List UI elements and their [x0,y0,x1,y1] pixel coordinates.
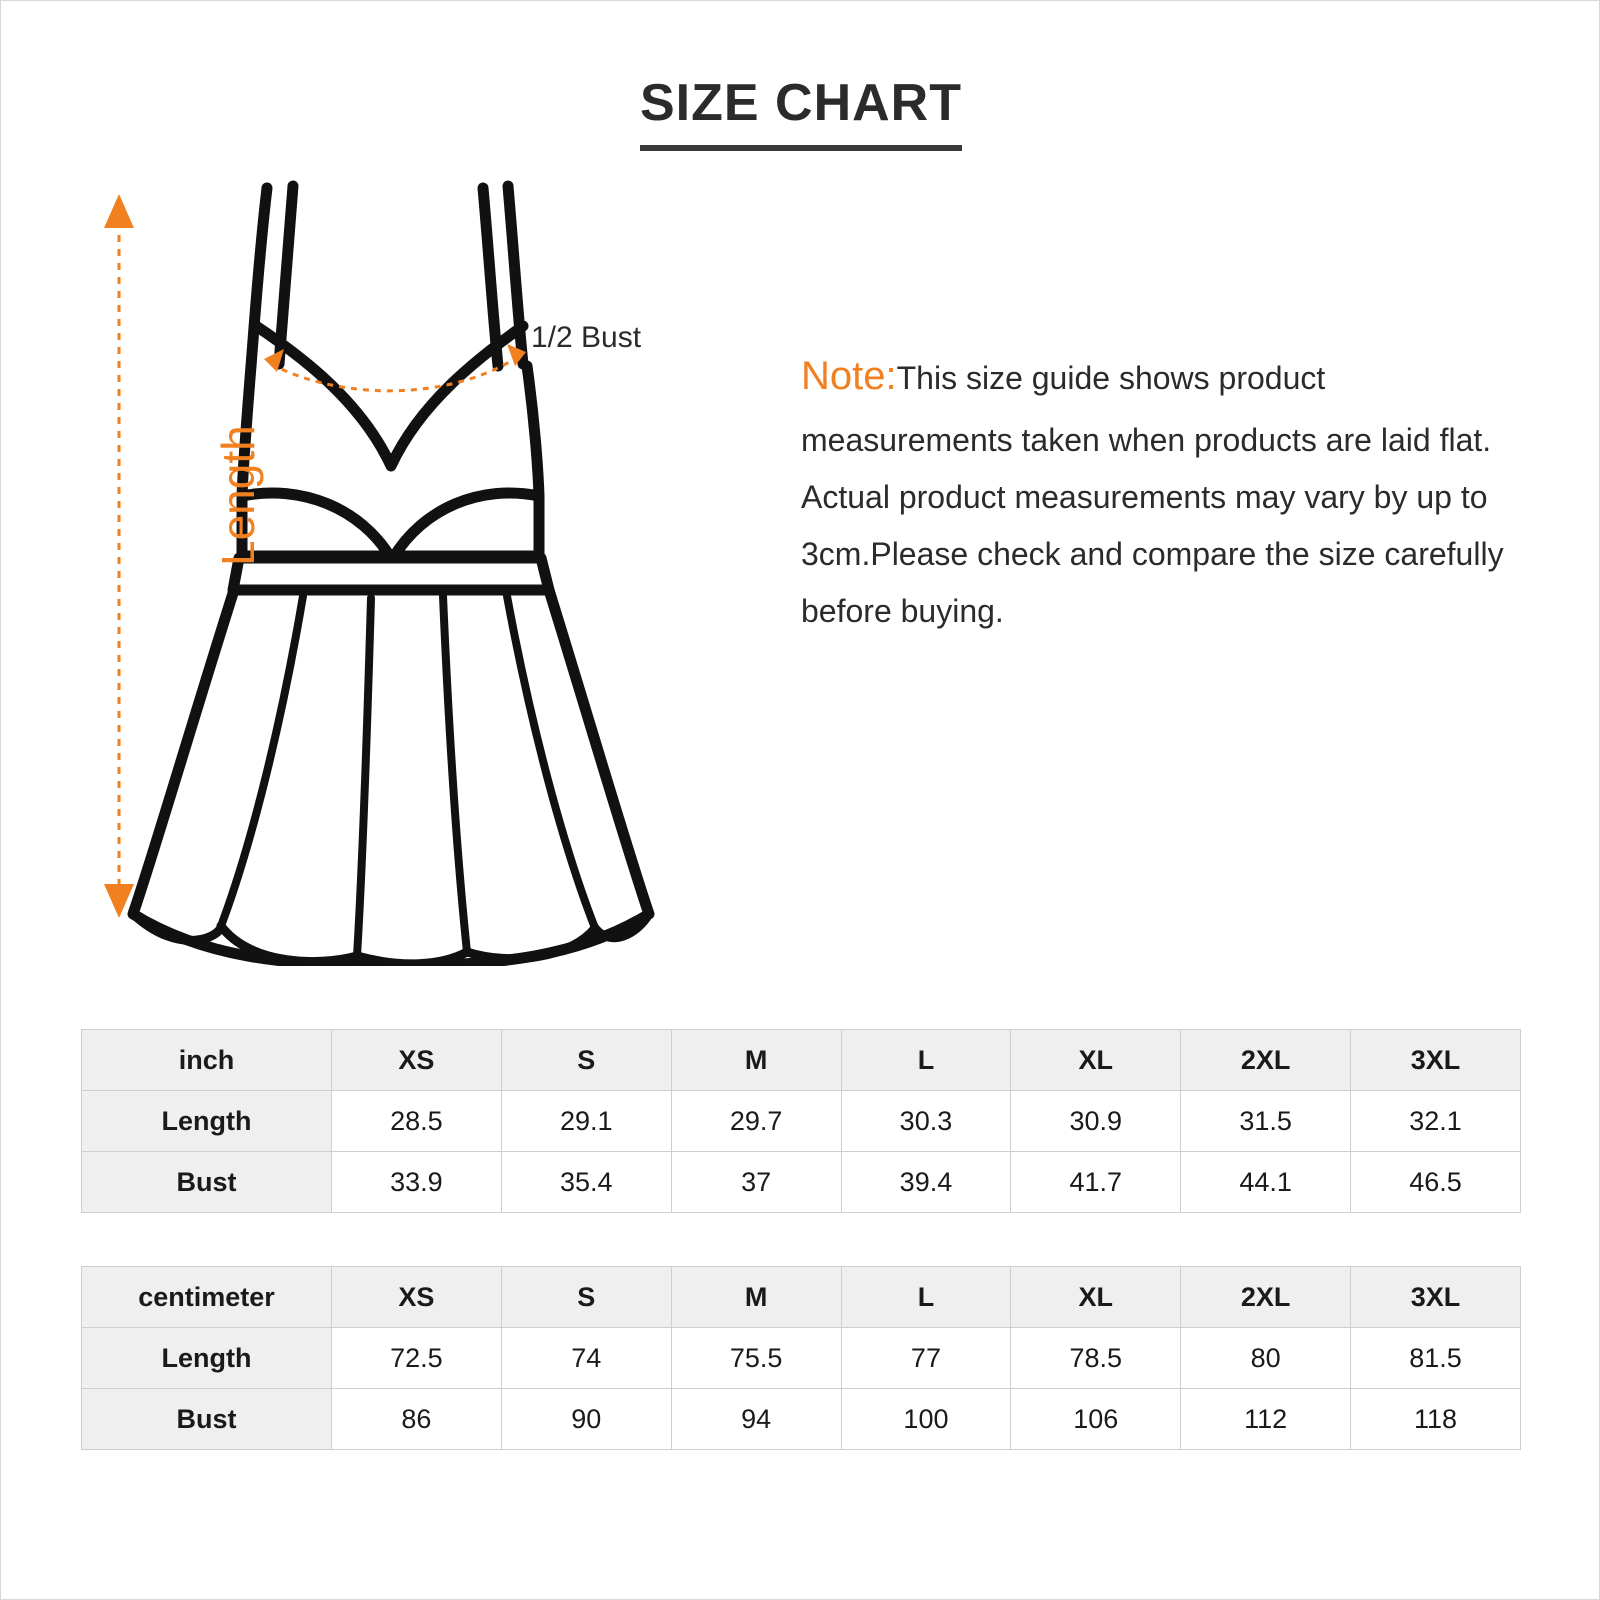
table-col-xl: XL [1011,1030,1181,1091]
cell-length-3xl: 81.5 [1351,1328,1521,1389]
cell-bust-m: 94 [671,1389,841,1450]
table-col-s: S [501,1267,671,1328]
table-unit-header: centimeter [82,1267,332,1328]
dress-outline-icon [133,186,649,966]
length-dimension-label: Length [212,425,264,566]
table-unit-header: inch [82,1030,332,1091]
length-arrow-icon [104,194,134,918]
cell-bust-m: 37 [671,1152,841,1213]
table-col-3xl: 3XL [1351,1267,1521,1328]
note-text: This size guide shows product measurements taken when products are laid flat. Actual product measurements may vary by up to 3cm.Please check and compare the size carefully before buying. [801,360,1504,630]
cell-bust-xs: 86 [332,1389,502,1450]
page-title-wrap [1,73,1600,151]
cell-bust-l: 100 [841,1389,1011,1450]
table-col-l: L [841,1030,1011,1091]
cell-bust-2xl: 112 [1181,1389,1351,1450]
table-header-row [82,1267,1521,1328]
cell-bust-2xl: 44.1 [1181,1152,1351,1213]
table-row [82,1091,1521,1152]
table-row [82,1152,1521,1213]
inch-table-wrap [81,1029,1521,1213]
table-col-xs: XS [332,1267,502,1328]
table-col-s: S [501,1030,671,1091]
cell-bust-s: 90 [501,1389,671,1450]
table-col-2xl: 2XL [1181,1030,1351,1091]
table-header-row [82,1030,1521,1091]
table-col-xl: XL [1011,1267,1181,1328]
cell-length-2xl: 80 [1181,1328,1351,1389]
table-col-l: L [841,1267,1011,1328]
table-col-m: M [671,1267,841,1328]
cell-length-xl: 78.5 [1011,1328,1181,1389]
table-row [82,1389,1521,1450]
cell-bust-s: 35.4 [501,1152,671,1213]
cell-length-l: 30.3 [841,1091,1011,1152]
cell-length-3xl: 32.1 [1351,1091,1521,1152]
cell-length-2xl: 31.5 [1181,1091,1351,1152]
cell-bust-l: 39.4 [841,1152,1011,1213]
cell-bust-3xl: 118 [1351,1389,1521,1450]
table-row [82,1328,1521,1389]
table-col-m: M [671,1030,841,1091]
row-label-bust: Bust [82,1152,332,1213]
row-label-length: Length [82,1328,332,1389]
row-label-bust: Bust [82,1389,332,1450]
note-block [801,341,1531,640]
cell-bust-xl: 41.7 [1011,1152,1181,1213]
row-label-length: Length [82,1091,332,1152]
inch-size-table [81,1029,1521,1213]
bust-dimension-label: 1/2 Bust [531,321,642,354]
cell-length-xs: 28.5 [332,1091,502,1152]
table-col-xs: XS [332,1030,502,1091]
page-title: SIZE CHART [640,73,962,151]
cell-length-m: 29.7 [671,1091,841,1152]
cell-length-m: 75.5 [671,1328,841,1389]
cell-length-s: 29.1 [501,1091,671,1152]
cell-bust-xl: 106 [1011,1389,1181,1450]
cell-length-s: 74 [501,1328,671,1389]
cell-bust-xs: 33.9 [332,1152,502,1213]
centimeter-table-wrap [81,1266,1521,1450]
cell-length-l: 77 [841,1328,1011,1389]
dress-illustration [71,166,771,966]
table-col-2xl: 2XL [1181,1267,1351,1328]
note-label: Note: [801,354,897,398]
cell-bust-3xl: 46.5 [1351,1152,1521,1213]
cell-length-xs: 72.5 [332,1328,502,1389]
centimeter-size-table [81,1266,1521,1450]
cell-length-xl: 30.9 [1011,1091,1181,1152]
table-col-3xl: 3XL [1351,1030,1521,1091]
